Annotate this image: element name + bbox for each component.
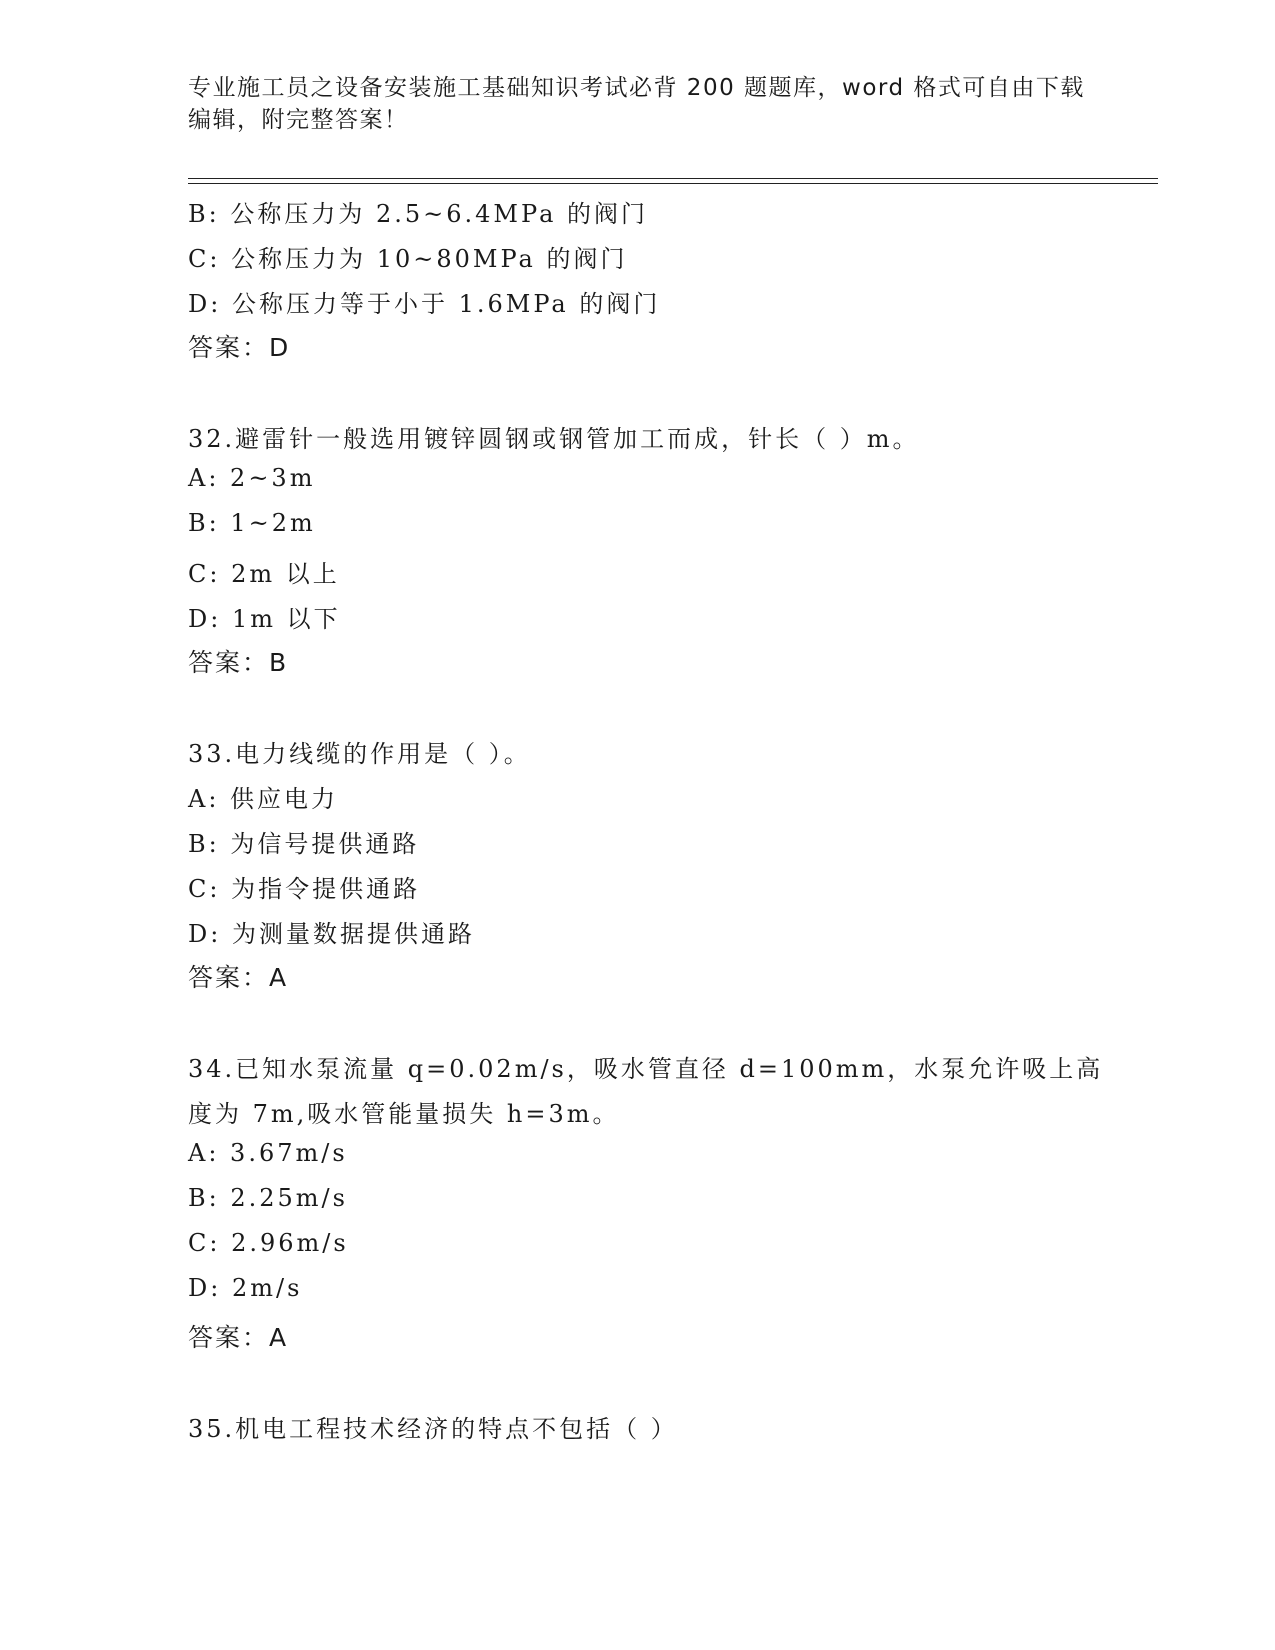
q32-option-d: D: 1m 以下: [188, 605, 341, 633]
q34-option-a: A: 3.67m/s: [188, 1139, 348, 1167]
q33-option-d: D: 为测量数据提供通路: [188, 920, 475, 948]
q33-option-c: C: 为指令提供通路: [188, 875, 421, 903]
q32-option-c: C: 2m 以上: [188, 560, 340, 588]
document-header: [188, 72, 1088, 136]
q32-answer: 答案：B: [188, 648, 289, 677]
q32-option-a: A: 2~3m: [188, 464, 316, 492]
q34-question-line-1: 34.已知水泵流量 q=0.02m/s，吸水管直径 d=100mm，水泵允许吸上高: [188, 1055, 1104, 1083]
q32-question: 32.避雷针一般选用镀锌圆钢或钢管加工而成，针长（ ）m。: [188, 425, 920, 453]
q33-answer: 答案：A: [188, 963, 289, 992]
q34-option-d: D: 2m/s: [188, 1274, 303, 1302]
q32-option-b: B: 1~2m: [188, 509, 316, 537]
header-title-line-2: 编辑，附完整答案！: [188, 107, 409, 133]
q35-question: 35.机电工程技术经济的特点不包括（ ）: [188, 1415, 678, 1443]
q31-option-d: D: 公称压力等于小于 1.6MPa 的阀门: [188, 290, 661, 318]
q34-answer: 答案：A: [188, 1323, 289, 1352]
header-divider-bottom: [188, 183, 1158, 184]
header-title-line-1: 专业施工员之设备安装施工基础知识考试必背 200 题题库，word 格式可自由下载: [188, 75, 1085, 101]
q34-question-line-2: 度为 7m,吸水管能量损失 h=3m。: [188, 1100, 620, 1128]
q34-option-c: C: 2.96m/s: [188, 1229, 349, 1257]
q33-option-a: A: 供应电力: [188, 785, 339, 813]
q31-option-b: B: 公称压力为 2.5~6.4MPa 的阀门: [188, 200, 649, 228]
q31-option-c: C: 公称压力为 10~80MPa 的阀门: [188, 245, 628, 273]
q31-answer: 答案：D: [188, 333, 291, 362]
q33-question: 33.电力线缆的作用是（ ）。: [188, 740, 531, 768]
header-divider-top: [188, 178, 1158, 179]
q33-option-b: B: 为信号提供通路: [188, 830, 420, 858]
q34-option-b: B: 2.25m/s: [188, 1184, 348, 1212]
